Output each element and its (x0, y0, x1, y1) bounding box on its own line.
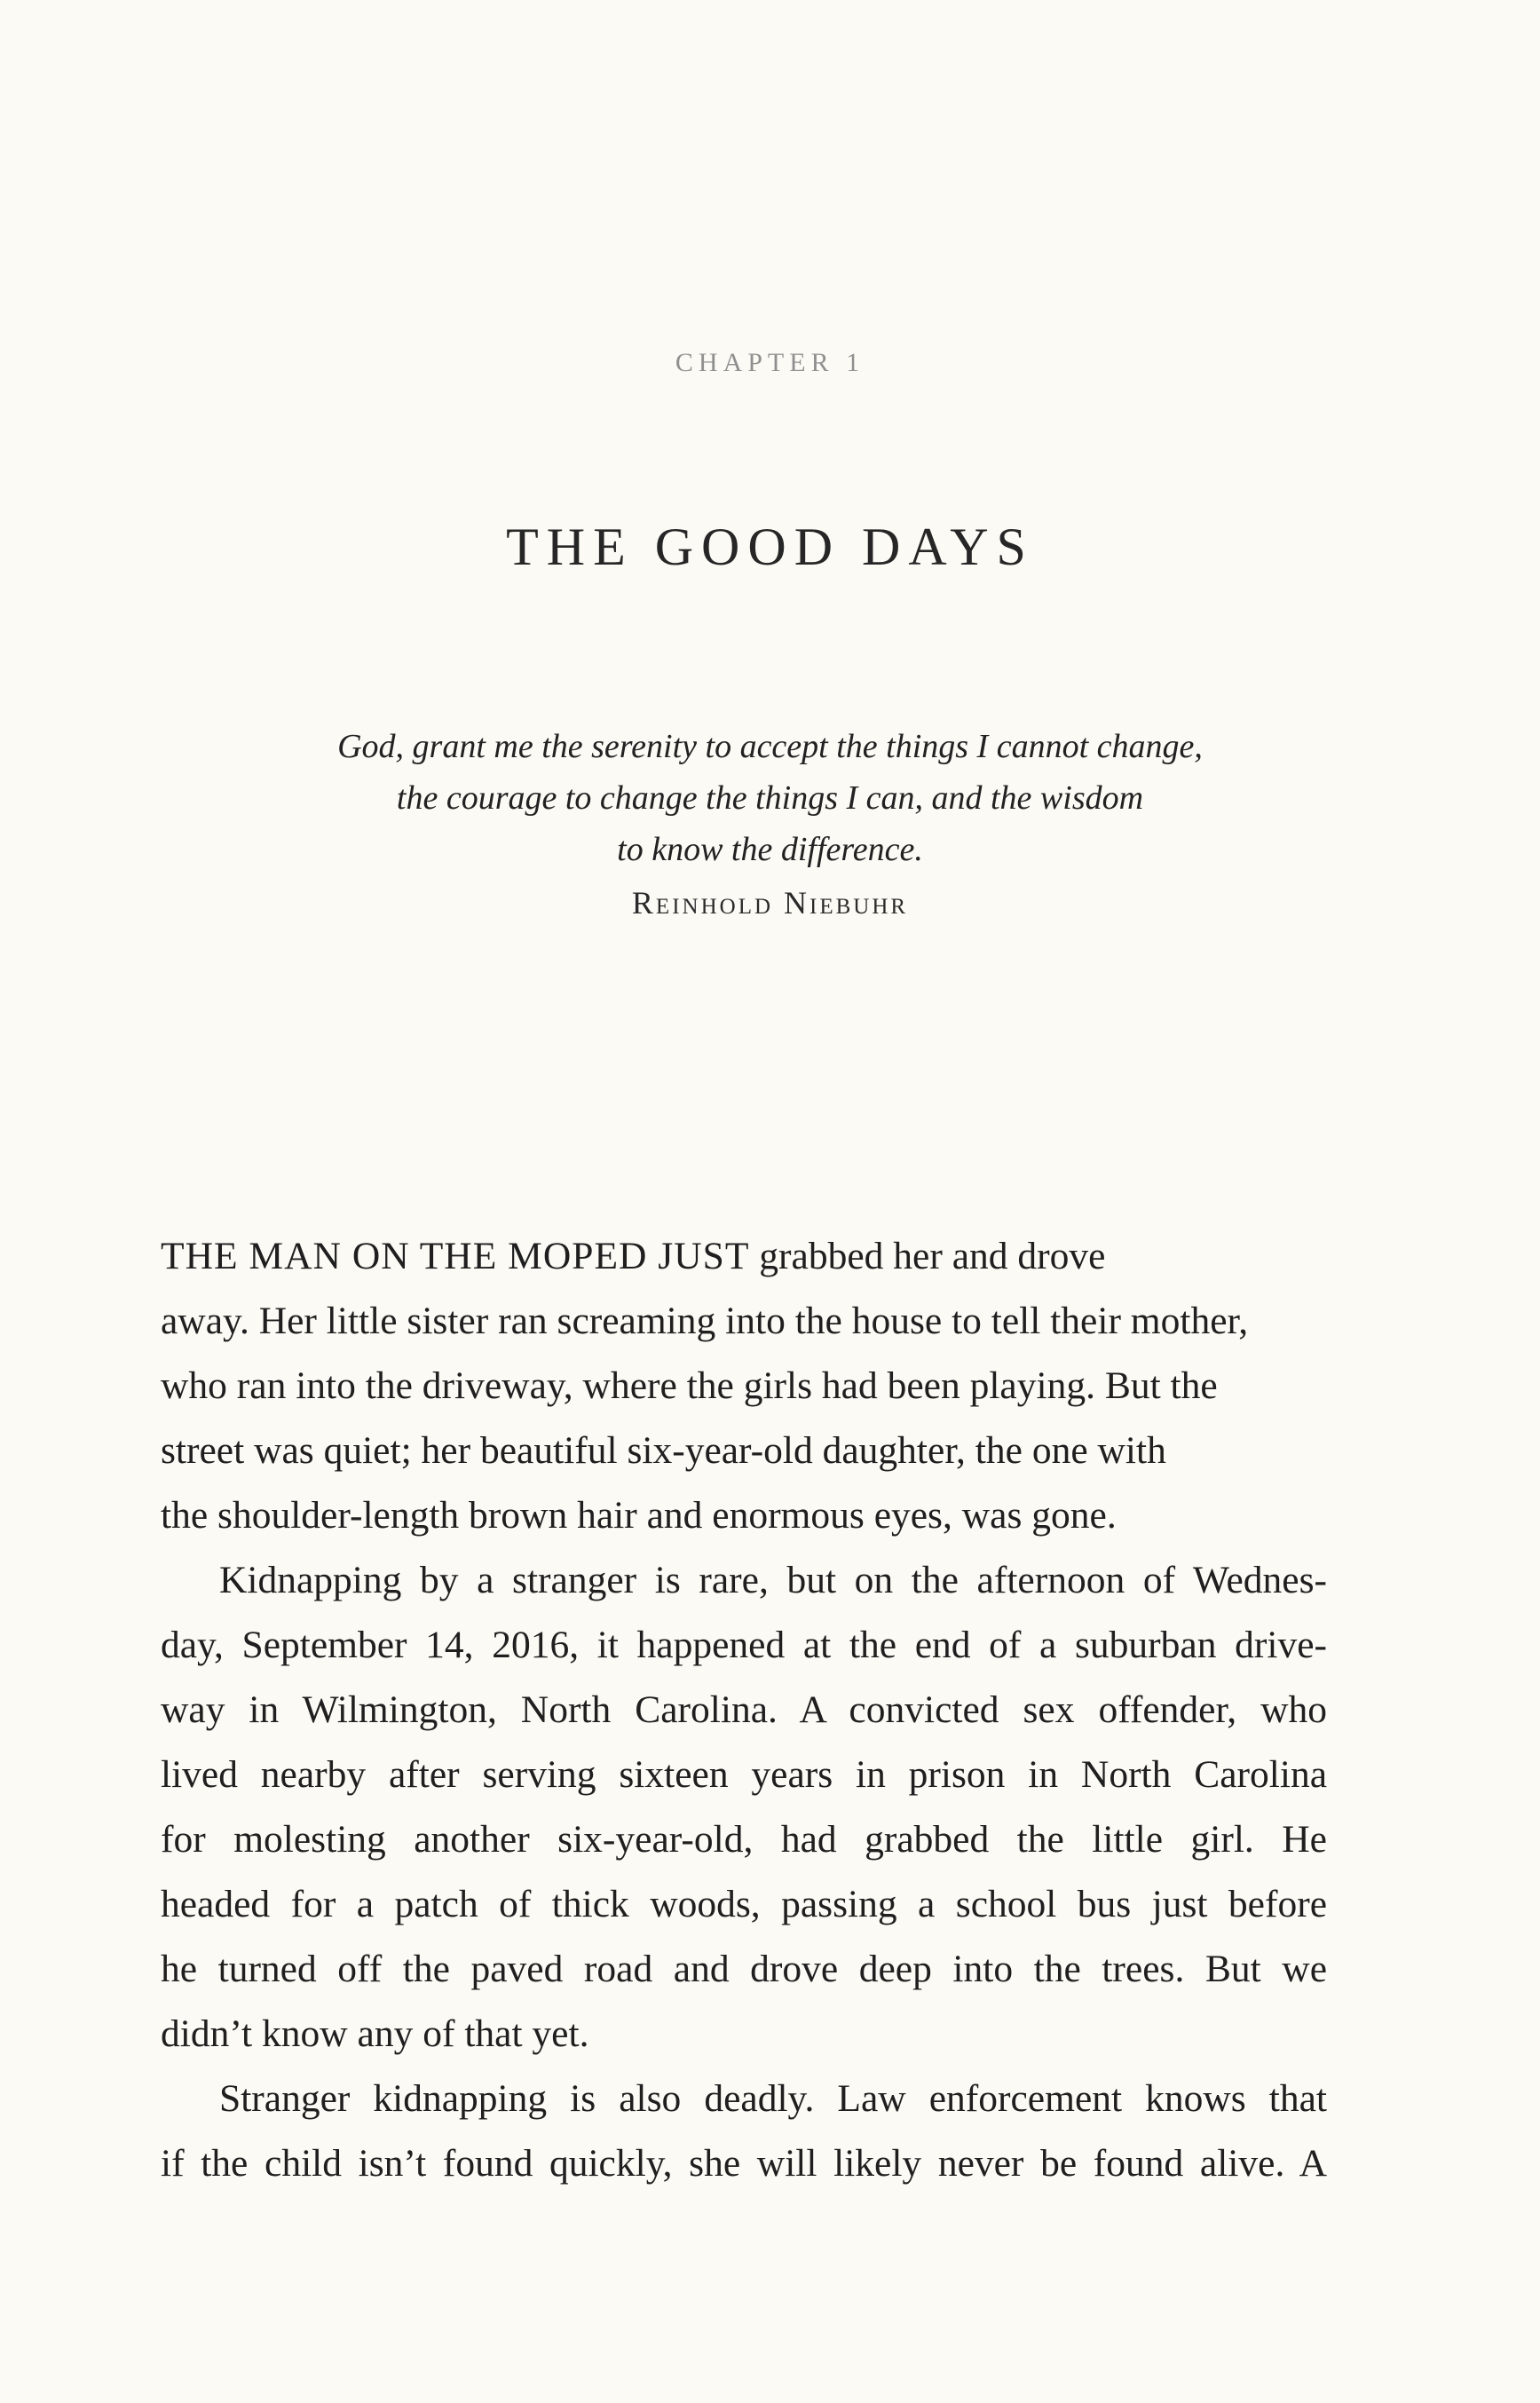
text-line: Kidnapping by a stranger is rare, but on the afternoon of Wednes- (219, 1559, 1327, 1601)
epigraph (0, 721, 1540, 929)
chapter-label: CHAPTER 1 (675, 348, 865, 377)
text-line: didn’t know any of that yet. (161, 2012, 589, 2055)
text-line: for molesting another six-year-old, had grabbed the little girl. He (161, 1818, 1327, 1861)
text-line: who ran into the driveway, where the girls had been playing. But the (161, 1364, 1218, 1407)
epigraph-line: God, grant me the serenity to accept the things I cannot change, (337, 728, 1203, 765)
text-line: lived nearby after serving sixteen years in prison in North Carolina (161, 1753, 1327, 1796)
paragraph-2 (161, 1548, 1327, 2067)
paragraph-3 (161, 2067, 1327, 2196)
text-line: way in Wilmington, North Carolina. A convicted sex offender, who (161, 1688, 1327, 1731)
text-line: if the child isn’t found quickly, she will likely never be found alive. A (161, 2142, 1327, 2185)
body-text (161, 1224, 1327, 2196)
chapter-title: THE GOOD DAYS (506, 518, 1034, 576)
text-line: the shoulder-length brown hair and enormous eyes, was gone. (161, 1494, 1117, 1537)
text-line: street was quiet; her beautiful six-year-old daughter, the one with (161, 1429, 1166, 1472)
epigraph-author: Reinhold Niebuhr (631, 885, 909, 921)
text-line: away. Her little sister ran screaming into the house to tell their mother, (161, 1300, 1249, 1342)
epigraph-line: the courage to change the things I can, and the wisdom (396, 779, 1144, 817)
text-line: day, September 14, 2016, it happened at the end of a suburban drive- (161, 1624, 1327, 1666)
text-line: Stranger kidnapping is also deadly. Law enforcement knows that (219, 2077, 1327, 2120)
text-fragment: grabbed her and drove (749, 1235, 1106, 1277)
text-line: headed for a patch of thick woods, passing a school bus just before (161, 1883, 1327, 1925)
lead-in-caps: THE MAN ON THE MOPED JUST (161, 1235, 750, 1277)
text-line (161, 1224, 1327, 1289)
text-line: he turned off the paved road and drove deep into the trees. But we (161, 1948, 1327, 1990)
epigraph-line: to know the difference. (617, 831, 923, 868)
paragraph-1 (161, 1224, 1327, 1548)
